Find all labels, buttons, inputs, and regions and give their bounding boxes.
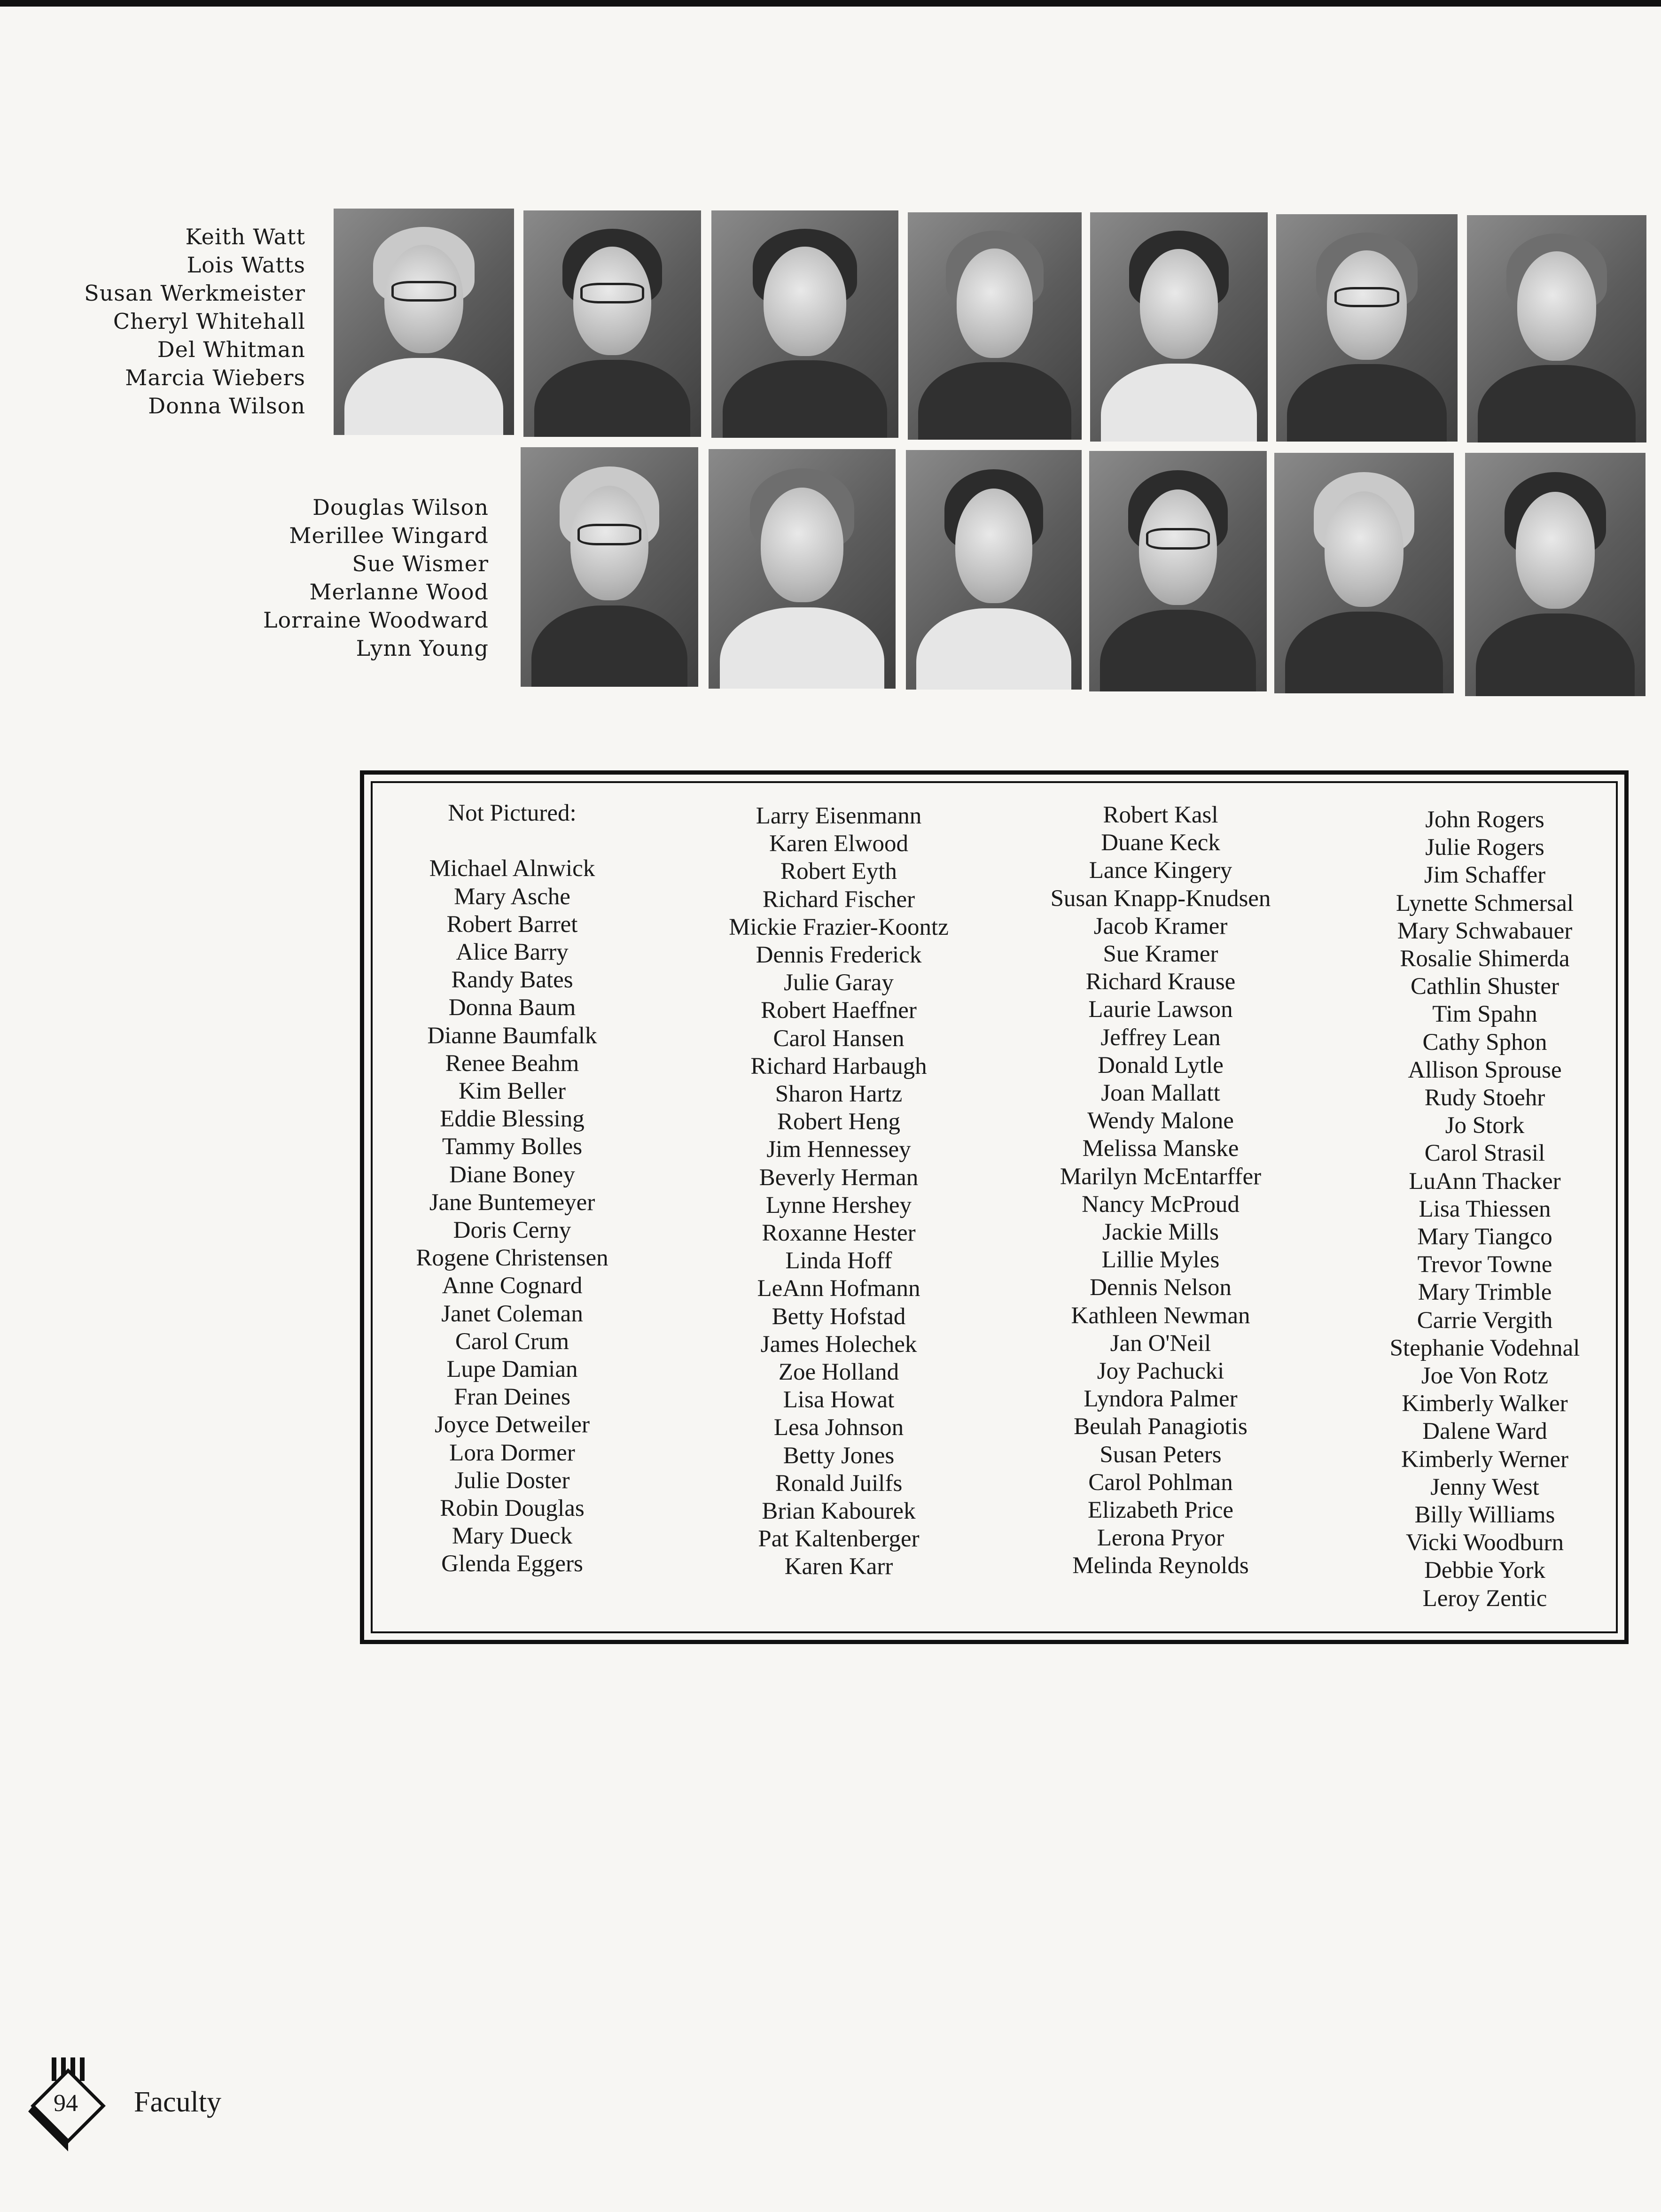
name: Kim Beller	[458, 1078, 566, 1105]
faculty-name: Lois Watts	[187, 252, 305, 278]
name: Mickie Frazier-Koontz	[729, 914, 949, 940]
name: Lynne Hershey	[765, 1192, 912, 1219]
name: Julie Doster	[454, 1467, 570, 1494]
faculty-name: Sue Wismer	[352, 551, 489, 576]
name: Rogene Christensen	[416, 1245, 608, 1272]
name: Michael Alnwick	[429, 855, 595, 882]
name: Lisa Thiessen	[1419, 1195, 1551, 1222]
name: Donald Lytle	[1098, 1052, 1224, 1079]
name: Fran Deines	[454, 1384, 570, 1411]
name: Tammy Bolles	[442, 1133, 583, 1160]
name: Sue Kramer	[1103, 941, 1218, 968]
portrait-photo	[1274, 453, 1454, 693]
name: Larry Eisenmann	[756, 803, 922, 829]
name: Randy Bates	[451, 967, 573, 993]
name: Joan Mallatt	[1101, 1080, 1220, 1107]
name: Wendy Malone	[1087, 1108, 1234, 1134]
faculty-name: Del Whitman	[157, 337, 305, 362]
name: Robert Eyth	[780, 858, 897, 885]
portrait-photo	[523, 210, 701, 437]
page-number: 94	[54, 2090, 78, 2117]
name: Betty Jones	[783, 1442, 895, 1469]
faculty-name: Lynn Young	[356, 636, 489, 661]
name: Lesa Johnson	[773, 1414, 904, 1441]
name: Carol Crum	[455, 1328, 569, 1355]
name: Donna Baum	[448, 994, 576, 1021]
portrait-photo	[521, 447, 698, 687]
name: Dianne Baumfalk	[427, 1022, 597, 1049]
name: Robin Douglas	[440, 1495, 585, 1522]
name: Mary Asche	[454, 883, 570, 910]
name: Robert Kasl	[1103, 802, 1218, 828]
not-pictured-column-4	[1349, 806, 1621, 1613]
top-border	[0, 0, 1661, 7]
name: Kathleen Newman	[1071, 1302, 1250, 1329]
name: Rudy Stoehr	[1424, 1085, 1545, 1111]
name: Carol Strasil	[1424, 1140, 1545, 1167]
name: Beverly Herman	[759, 1164, 919, 1191]
name: Rosalie Shimerda	[1400, 946, 1570, 972]
faculty-name: Cheryl Whitehall	[113, 309, 305, 334]
name: Pat Kaltenberger	[758, 1526, 920, 1552]
name: Carol Pohlman	[1088, 1469, 1233, 1496]
name: Lerona Pryor	[1097, 1525, 1224, 1552]
name: Mary Dueck	[452, 1523, 573, 1550]
faculty-name: Donna Wilson	[148, 393, 305, 419]
name: Nancy McProud	[1082, 1191, 1240, 1218]
name: Linda Hoff	[785, 1248, 892, 1274]
name: Richard Fischer	[762, 886, 915, 913]
portrait-photo	[906, 450, 1082, 690]
name: Roxanne Hester	[762, 1220, 916, 1247]
name: Alice Barry	[456, 939, 569, 965]
name: Cathy Sphon	[1422, 1029, 1547, 1056]
name: Julie Garay	[784, 970, 894, 996]
faculty-name: Marcia Wiebers	[125, 365, 305, 390]
not-pictured-column-3	[1024, 801, 1297, 1580]
name: Brian Kabourek	[762, 1498, 916, 1525]
name: Ronald Juilfs	[775, 1470, 903, 1497]
name: Kimberly Walker	[1402, 1390, 1568, 1417]
portrait-photo	[908, 212, 1082, 440]
portrait-photo	[1276, 214, 1458, 442]
name: Beulah Panagiotis	[1074, 1413, 1248, 1440]
name: Eddie Blessing	[440, 1106, 585, 1133]
name: Doris Cerny	[453, 1217, 571, 1244]
name: Jan O'Neil	[1110, 1330, 1211, 1357]
name: Lance Kingery	[1089, 857, 1232, 884]
name: Lynette Schmersal	[1396, 890, 1574, 916]
name: Mary Tiangco	[1417, 1224, 1552, 1250]
name: Lyndora Palmer	[1084, 1386, 1238, 1413]
portrait-photo	[334, 209, 514, 435]
name: Lupe Damian	[446, 1356, 578, 1383]
name: Joyce Detweiler	[435, 1412, 590, 1438]
faculty-name: Keith Watt	[185, 224, 305, 249]
name: Glenda Eggers	[441, 1551, 583, 1577]
name: Joy Pachucki	[1097, 1358, 1224, 1385]
name: Lillie Myles	[1101, 1247, 1220, 1273]
name: Vicki Woodburn	[1405, 1529, 1564, 1556]
faculty-names-row1	[19, 223, 305, 420]
name: Zoe Holland	[778, 1359, 899, 1386]
name: Tim Spahn	[1432, 1001, 1537, 1028]
portrait-photo	[1465, 453, 1645, 696]
name: Debbie York	[1424, 1557, 1545, 1584]
name: Diane Boney	[449, 1161, 575, 1188]
name: Robert Heng	[777, 1109, 901, 1135]
name: Anne Cognard	[442, 1273, 583, 1299]
faculty-name: Susan Werkmeister	[84, 280, 305, 306]
faculty-name: Lorraine Woodward	[263, 607, 489, 633]
name: Carrie Vergith	[1417, 1307, 1553, 1334]
name: Jim Hennessey	[766, 1136, 911, 1163]
name: Jo Stork	[1445, 1112, 1525, 1139]
name: Cathlin Shuster	[1411, 973, 1559, 1000]
portrait-photo	[709, 449, 896, 689]
name: Joe Von Rotz	[1421, 1363, 1549, 1389]
name: Robert Barret	[446, 911, 578, 938]
not-pictured-heading: Not Pictured:	[448, 800, 577, 826]
portrait-photo	[1467, 215, 1646, 442]
name: Renee Beahm	[445, 1050, 579, 1077]
not-pictured-column-2	[705, 802, 973, 1581]
name: Jim Schaffer	[1424, 862, 1546, 889]
name: Marilyn McEntarffer	[1060, 1163, 1262, 1190]
faculty-name: Douglas Wilson	[312, 495, 489, 520]
name: Jenny West	[1430, 1474, 1539, 1500]
faculty-names-row2	[141, 493, 489, 662]
name: Karen Elwood	[769, 830, 908, 857]
name: James Holechek	[760, 1331, 917, 1358]
faculty-name: Merlanne Wood	[309, 579, 489, 605]
name: Mary Trimble	[1418, 1279, 1552, 1306]
name: Trevor Towne	[1417, 1251, 1552, 1278]
portrait-photo	[1090, 212, 1268, 442]
name: Dennis Nelson	[1090, 1274, 1232, 1301]
name: Kimberly Werner	[1401, 1446, 1569, 1473]
name: Melissa Manske	[1082, 1135, 1239, 1162]
name: Susan Peters	[1100, 1441, 1222, 1468]
name: Mary Schwabauer	[1397, 917, 1573, 944]
name: Jackie Mills	[1102, 1219, 1219, 1246]
name: Betty Hofstad	[772, 1303, 906, 1330]
name: Richard Harbaugh	[750, 1053, 927, 1079]
name: Dalene Ward	[1422, 1418, 1547, 1445]
name: Duane Keck	[1101, 830, 1220, 856]
name: Janet Coleman	[441, 1300, 583, 1327]
faculty-name: Merillee Wingard	[289, 523, 489, 548]
name: Stephanie Vodehnal	[1389, 1335, 1580, 1361]
name: Julie Rogers	[1425, 834, 1544, 861]
name: Robert Haeffner	[761, 997, 917, 1024]
name: Susan Knapp-Knudsen	[1050, 885, 1271, 912]
not-pictured-column-1	[390, 799, 634, 1578]
name: Laurie Lawson	[1088, 996, 1233, 1023]
portrait-photo	[711, 210, 898, 438]
name: Elizabeth Price	[1087, 1497, 1234, 1524]
name: Jacob Kramer	[1093, 913, 1228, 939]
name: Allison Sprouse	[1408, 1056, 1562, 1083]
name: LeAnn Hofmann	[757, 1275, 920, 1302]
name: Richard Krause	[1085, 969, 1236, 995]
section-label: Faculty	[134, 2086, 221, 2118]
portrait-photo	[1089, 451, 1267, 691]
name: Leroy Zentic	[1422, 1585, 1547, 1612]
name: Dennis Frederick	[756, 942, 922, 969]
name: Sharon Hartz	[775, 1081, 903, 1108]
name: Melinda Reynolds	[1072, 1552, 1249, 1579]
name: Carol Hansen	[773, 1025, 905, 1052]
name: Lora Dormer	[449, 1439, 575, 1466]
name: Billy Williams	[1414, 1502, 1555, 1529]
name: Jane Buntemeyer	[429, 1189, 595, 1216]
name: Lisa Howat	[783, 1387, 895, 1413]
name: LuAnn Thacker	[1409, 1168, 1561, 1195]
name: Karen Karr	[784, 1553, 893, 1580]
name: John Rogers	[1425, 807, 1544, 833]
name: Jeffrey Lean	[1100, 1024, 1221, 1051]
